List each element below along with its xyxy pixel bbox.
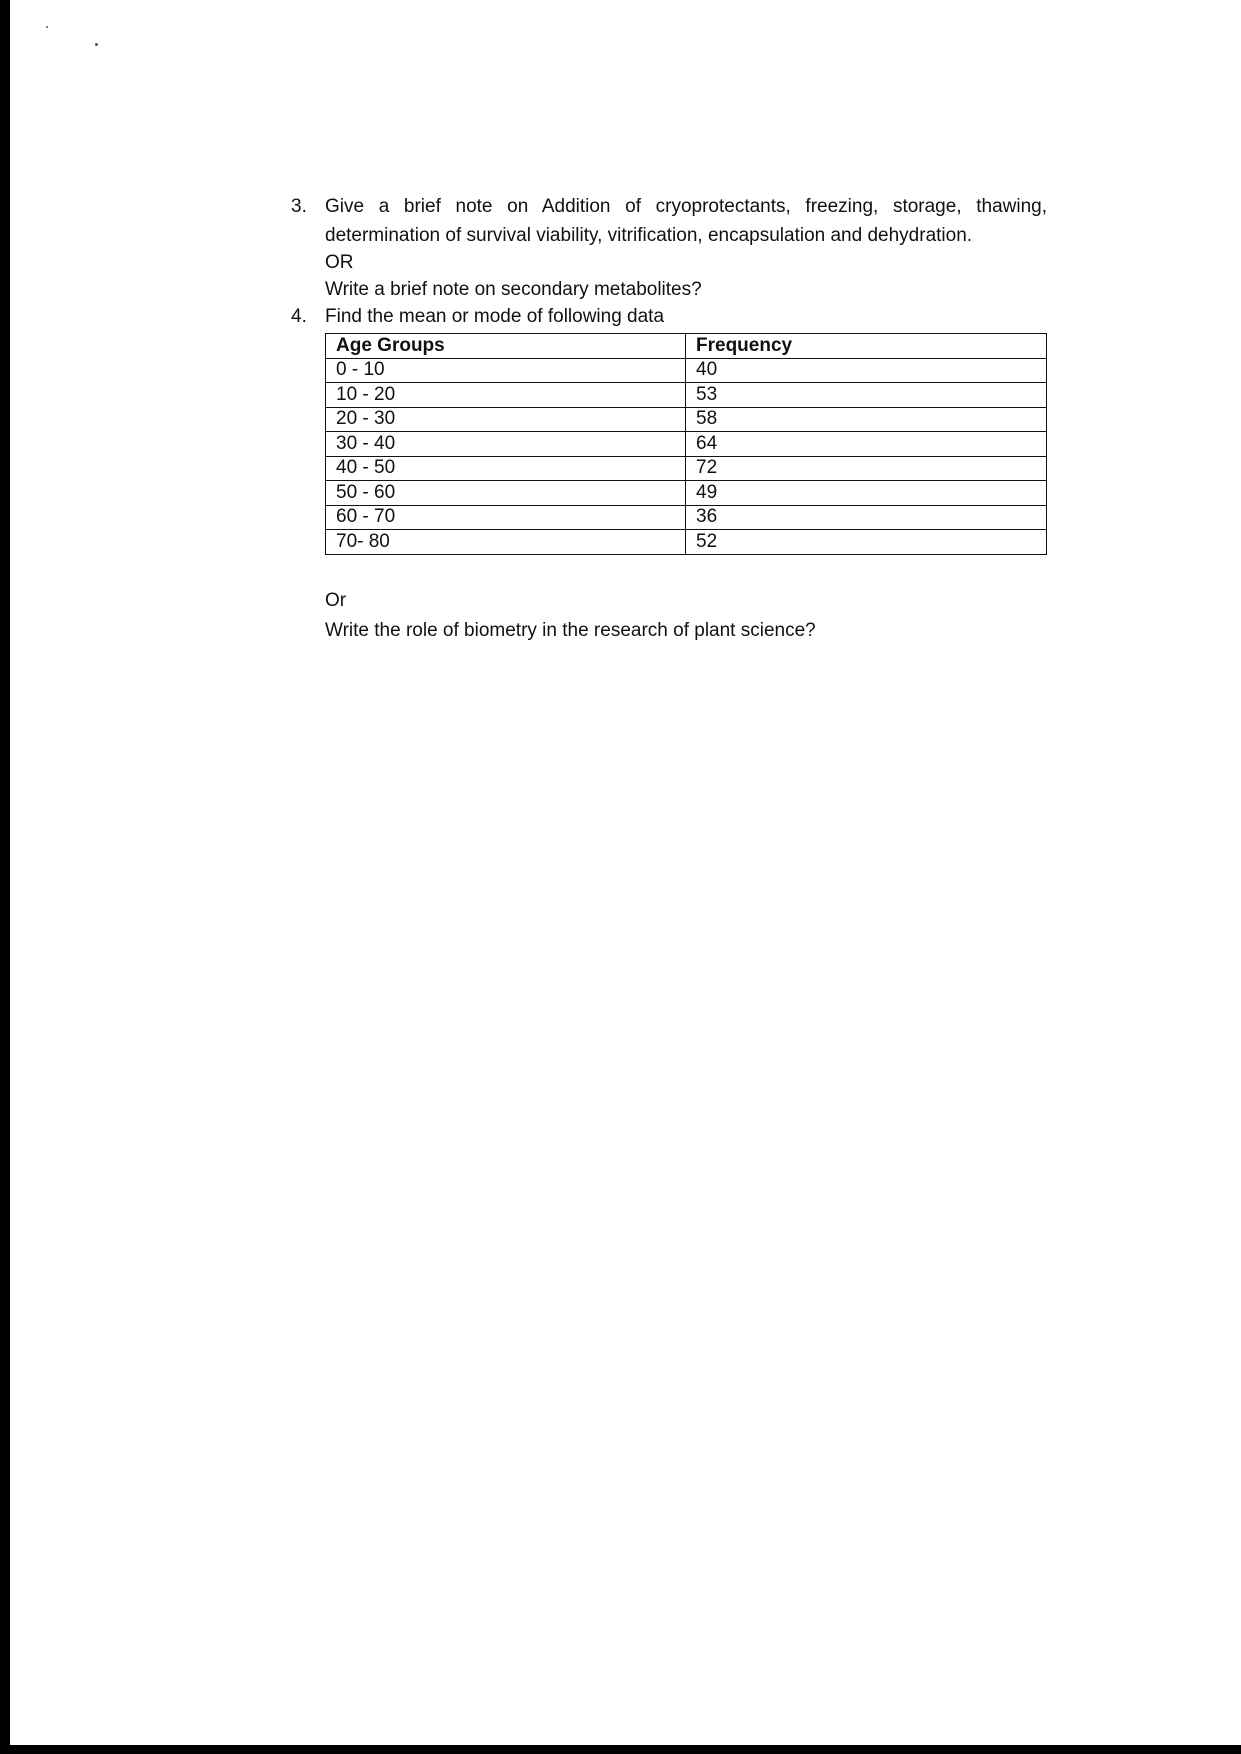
age-group-cell: 70- 80 [326,530,686,555]
frequency-table [325,333,1047,555]
question-3-number: 3. [291,196,307,217]
scan-speck [46,26,48,28]
frequency-cell: 36 [686,505,1047,530]
age-group-cell: 50 - 60 [326,481,686,506]
question-3-text: Give a brief note on Addition of cryoprotectants, freezing, storage, thawing, determination of survival viability, vitrification, encapsulation and dehydration. [325,196,1047,246]
table-row [326,432,1047,457]
table-row [326,481,1047,506]
scan-speck [95,43,98,46]
question-3-or-label: OR [325,252,354,273]
table-header-row [326,334,1047,359]
scan-border-left [0,0,10,1754]
age-group-cell: 10 - 20 [326,383,686,408]
age-group-cell: 0 - 10 [326,358,686,383]
question-4-or-label: Or [325,590,347,611]
question-4-alternative: Write the role of biometry in the research of plant science? [325,620,816,641]
age-group-cell: 60 - 70 [326,505,686,530]
frequency-cell: 53 [686,383,1047,408]
table-row [326,530,1047,555]
table-header-frequency: Frequency [686,334,1047,359]
table-row [326,383,1047,408]
age-group-cell: 30 - 40 [326,432,686,457]
age-group-cell: 20 - 30 [326,407,686,432]
table-row [326,505,1047,530]
question-4-text: Find the mean or mode of following data [325,306,665,327]
scan-border-bottom [0,1745,1241,1754]
table-row [326,358,1047,383]
table-header-age-groups: Age Groups [326,334,686,359]
frequency-cell: 52 [686,530,1047,555]
frequency-cell: 58 [686,407,1047,432]
question-3-alternative: Write a brief note on secondary metabolites? [325,279,702,300]
question-4-number: 4. [291,306,307,327]
frequency-cell: 72 [686,456,1047,481]
age-group-cell: 40 - 50 [326,456,686,481]
frequency-cell: 64 [686,432,1047,457]
frequency-cell: 49 [686,481,1047,506]
table-row [326,456,1047,481]
frequency-cell: 40 [686,358,1047,383]
table-row [326,407,1047,432]
